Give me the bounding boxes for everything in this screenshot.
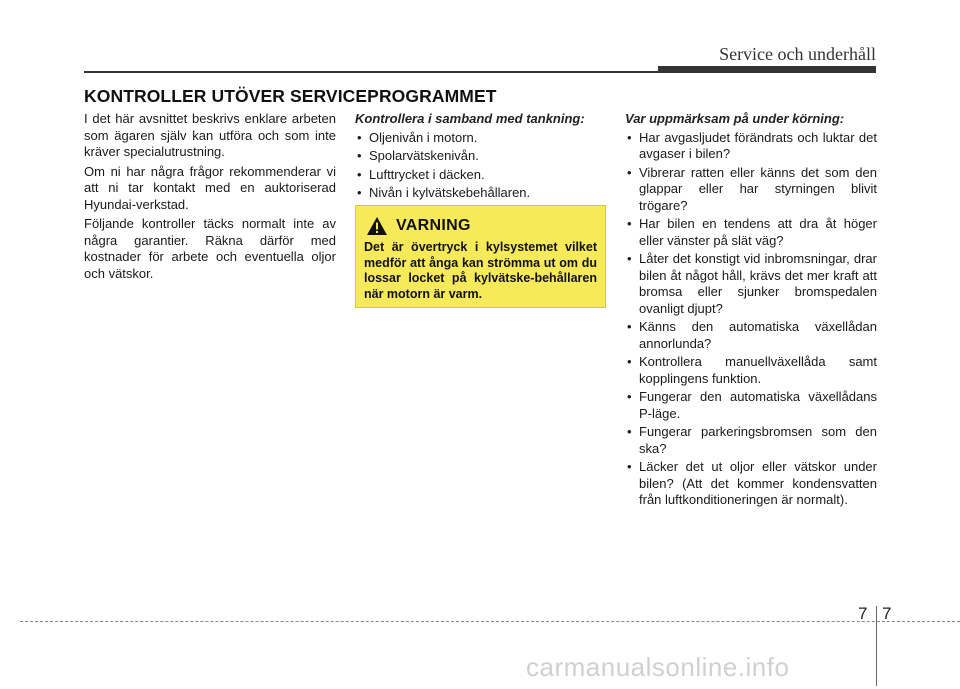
list-item-text: Nivån i kylvätskebehållaren. [369, 185, 531, 200]
bullet-icon: • [357, 185, 362, 200]
bullet-icon: • [627, 319, 632, 334]
page-number: 7 [882, 604, 892, 623]
list-item [625, 130, 877, 163]
refuel-list [355, 130, 607, 202]
bullet-icon: • [627, 424, 632, 439]
bullet-icon: • [627, 354, 632, 369]
list-item [355, 167, 607, 184]
list-item-text: Har avgasljudet förändrats och luktar det avgaser i bilen? [639, 129, 877, 161]
list-item-text: Oljenivån i motorn. [369, 129, 478, 145]
warning-box [355, 205, 606, 308]
footer-divider [876, 606, 877, 686]
list-item [355, 185, 607, 202]
list-item-text: Har bilen en tendens att dra åt höger eller vänster på slät väg? [639, 216, 877, 248]
list-item [625, 389, 877, 422]
column-driving-checks [625, 111, 877, 511]
chapter-number: 7 [858, 604, 868, 623]
intro-paragraph: I det här avsnittet beskrivs enklare arbeten som ägaren själv kan utföra och som inte kräver specialutrustning. [84, 111, 336, 159]
warning-header [364, 216, 597, 236]
column-intro [84, 111, 336, 285]
bullet-icon: • [357, 148, 362, 163]
list-item-text: Känns den automatiska växellådan annorlunda? [639, 319, 877, 351]
list-item-text: Vibrerar ratten eller känns det som den glappar eller har styrningen blivit trögare? [639, 164, 877, 213]
warning-title: VARNING [396, 217, 471, 234]
list-item [625, 424, 877, 457]
list-item-text: Kontrollera manuellväxellåda samt kopplingens funktion. [639, 354, 877, 386]
list-item [625, 251, 877, 317]
warning-triangle-icon [366, 216, 388, 236]
section-heading: KONTROLLER UTÖVER SERVICEPROGRAMMET [84, 86, 497, 106]
bullet-icon: • [627, 216, 632, 231]
footer-rule [20, 621, 960, 622]
list-item-text: Fungerar parkeringsbromsen som den ska? [639, 424, 877, 456]
list-item [625, 459, 877, 509]
bullet-icon: • [357, 129, 362, 145]
intro-paragraph: Följande kontroller täcks normalt inte av några garantier. Räkna därför med kostnader för arbete och eventuella oljor och vätskor. [84, 216, 336, 281]
list-item [355, 148, 607, 165]
bullet-icon: • [627, 129, 632, 145]
intro-paragraph: Om ni har några frågor rekommenderar vi att ni tar kontakt med en auktoriserad Hyundai-verkstad. [84, 163, 336, 212]
column-refuel-checks [355, 111, 607, 204]
list-item [625, 354, 877, 387]
header-rule [84, 71, 876, 73]
driving-subheading: Var uppmärksam på under körning: [625, 111, 845, 126]
list-item [625, 319, 877, 352]
bullet-icon: • [357, 166, 362, 182]
list-item-text: Spolarvätskenivån. [369, 148, 479, 163]
bullet-icon: • [627, 389, 632, 404]
header-title: Service och underhåll [719, 44, 876, 64]
driving-list [625, 130, 877, 509]
list-item [625, 216, 877, 249]
list-item-text: Fungerar den automatiska växellådans P-läge. [639, 389, 877, 421]
bullet-icon: • [627, 459, 632, 474]
watermark-text: carmanualsonline.info [526, 652, 790, 682]
list-item [625, 165, 877, 215]
bullet-icon: • [627, 251, 632, 266]
refuel-subheading: Kontrollera i samband med tankning: [355, 111, 585, 126]
list-item-text: Låter det konstigt vid inbromsningar, drar bilen åt något håll, krävs det mer kraft att bromsa eller sjunker bromspedalen ovanligt djupt? [639, 251, 877, 316]
list-item-text: Lufttrycket i däcken. [369, 166, 485, 182]
list-item-text: Läcker det ut oljor eller vätskor under bilen? (Att det kommer kondensvatten från luftkonditioneringen är normalt). [639, 459, 877, 507]
list-item [355, 130, 607, 147]
bullet-icon: • [627, 164, 632, 180]
warning-text: Det är övertryck i kylsystemet vilket medför att ånga kan strömma ut om du lossar locket på kylvätske-behållaren när motorn är varm. [364, 240, 597, 301]
